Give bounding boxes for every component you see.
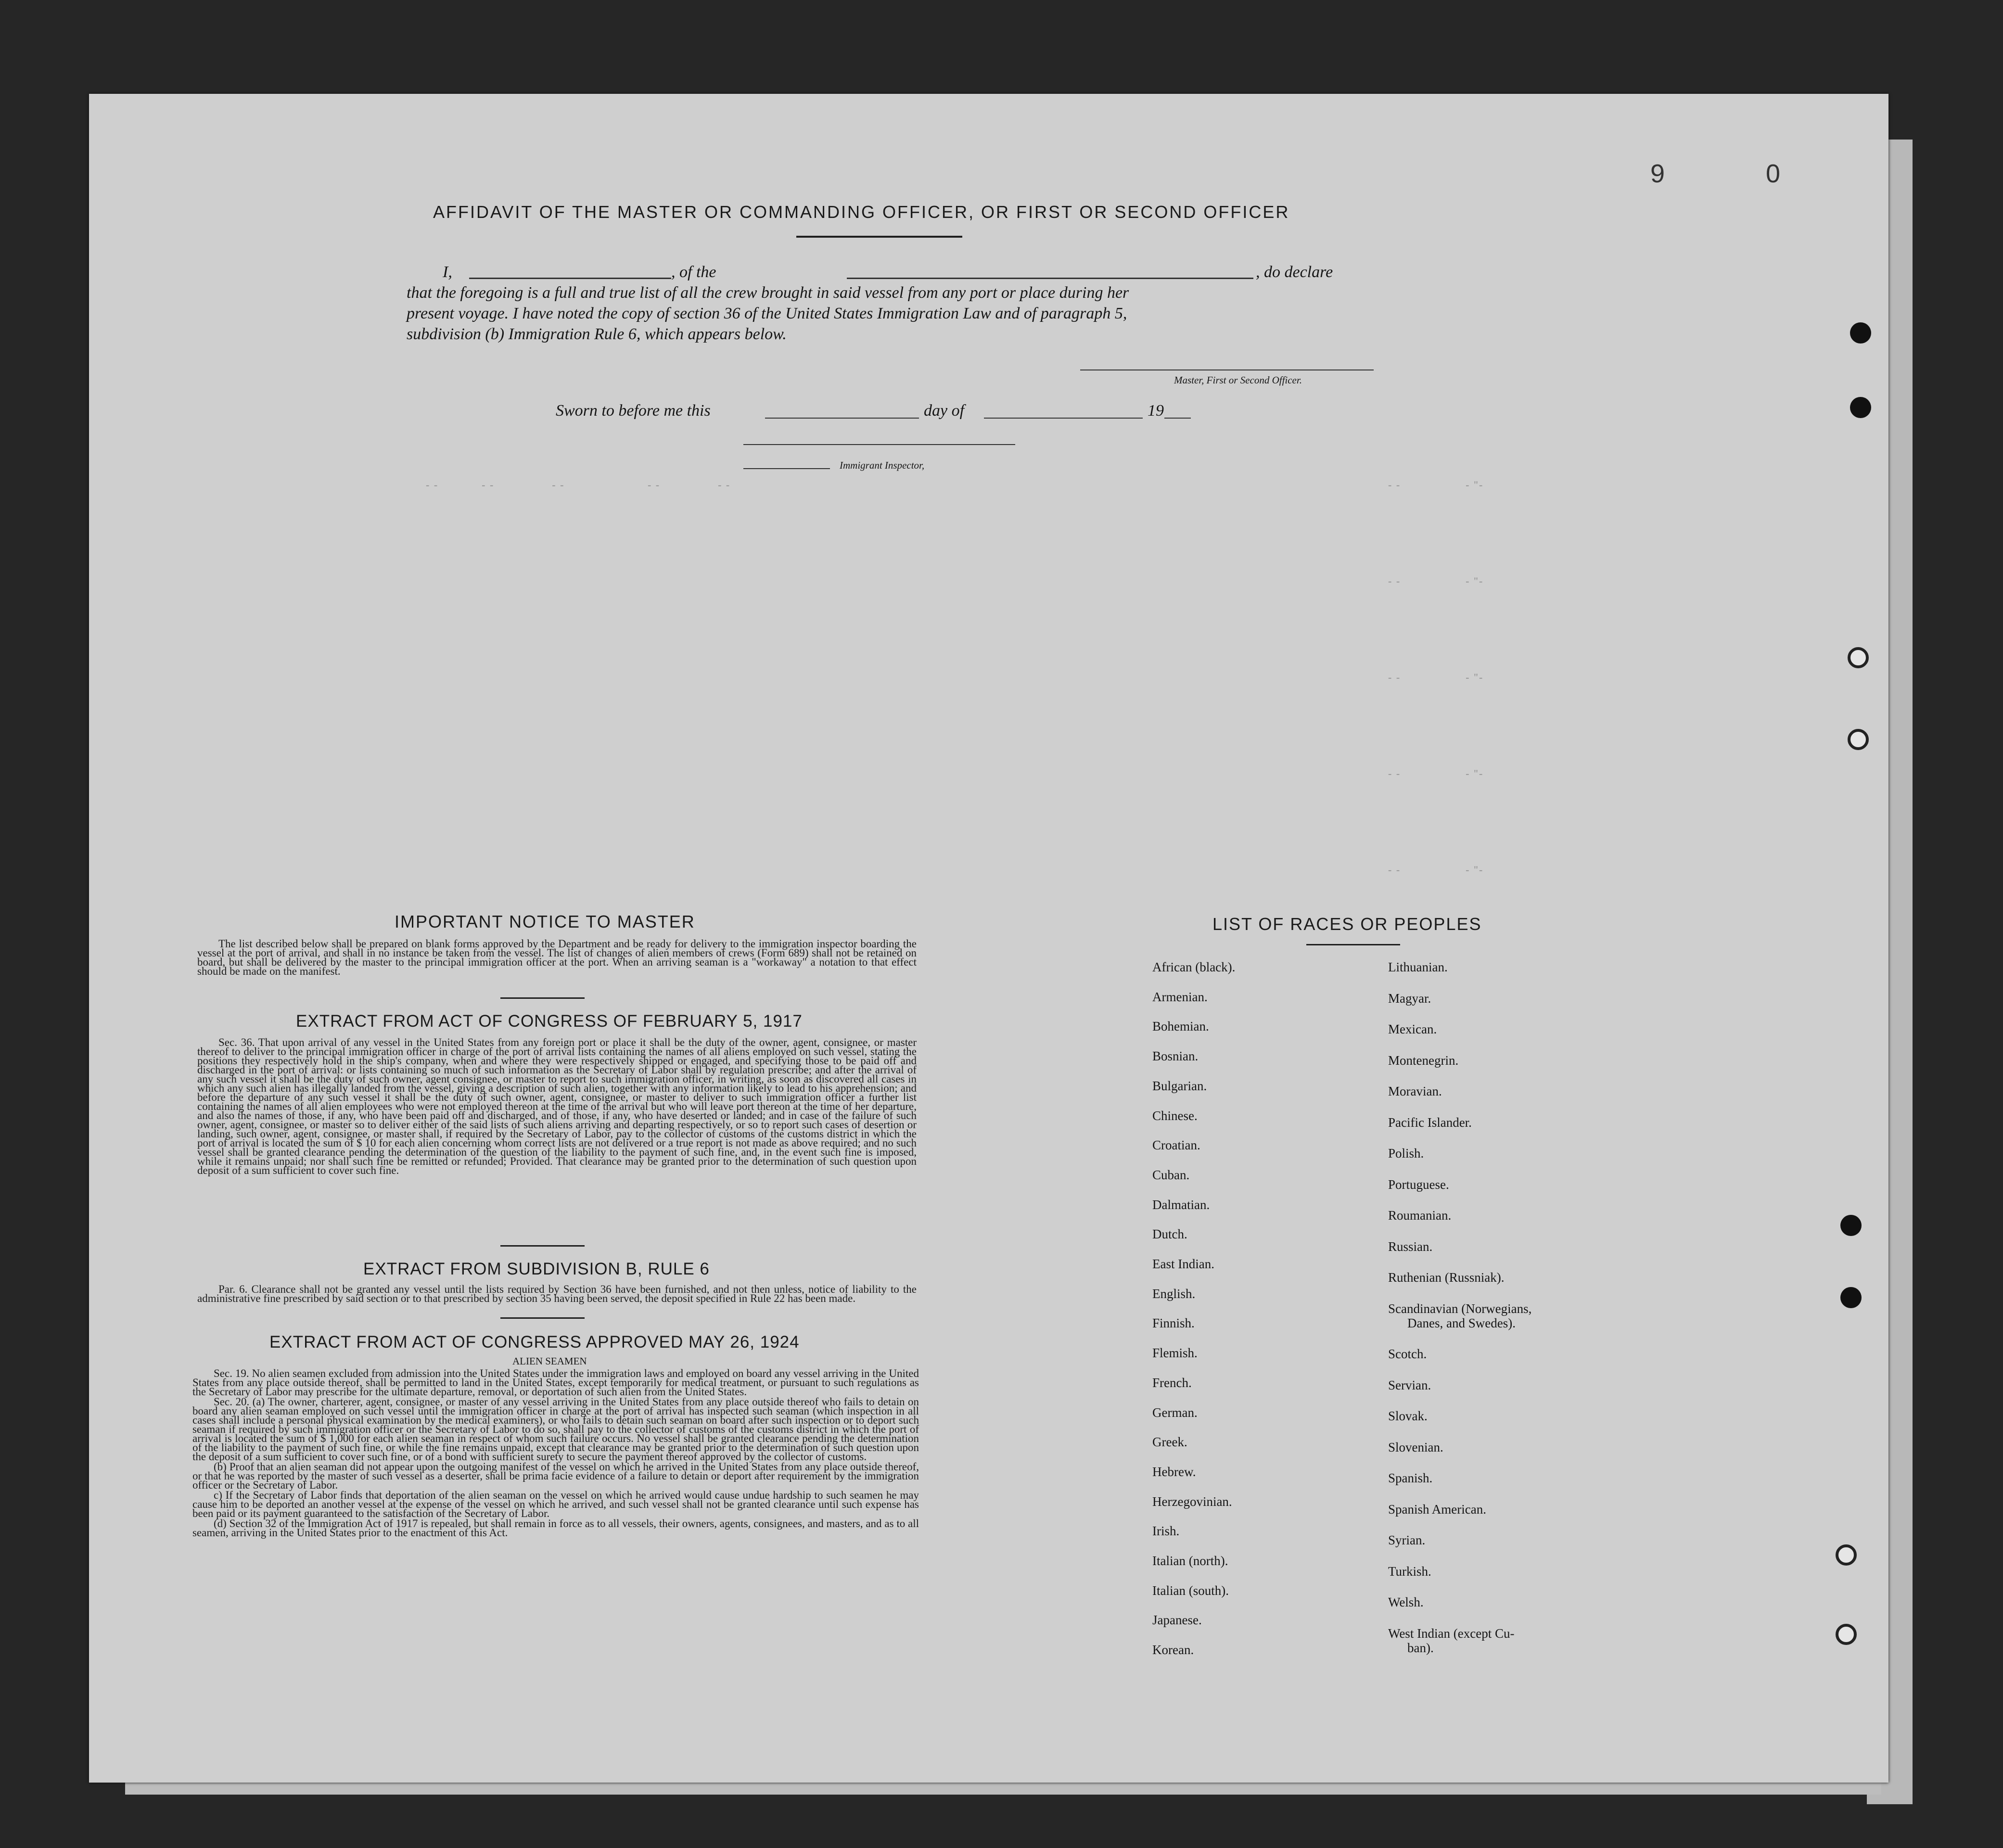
race-item: Moravian. — [1388, 1084, 1442, 1098]
affidavit-i: I, — [443, 263, 452, 281]
affidavit-line4: subdivision (b) Immigration Rule 6, which appears below. — [407, 325, 787, 343]
race-item: Bosnian. — [1152, 1049, 1199, 1063]
punch-hole — [1848, 647, 1869, 668]
sworn-month-blank[interactable] — [984, 418, 1143, 419]
race-item: Spanish American. — [1388, 1502, 1486, 1517]
rule6-paragraph: Par. 6. Clearance shall not be granted any vessel until the lists required by Section 36 have been furnished, and not then unless, notice of liability to the administrative fine prescribed by said section or to that prescribed by section 35 having been served, the deposit specified in Rule 22 has been made. — [197, 1283, 917, 1304]
race-item: Slovak. — [1388, 1409, 1428, 1423]
bleed-through-marks: - - - "- — [1388, 864, 1484, 876]
extract-1924-paragraph: (d) Section 32 of the Immigration Act of 1917 is repealed, but shall remain in force as to all vessels, their owners, agents, consignees, and masters, and as to all seamen, arriving in the United States prior to the enactment of this Act. — [192, 1517, 919, 1539]
document-page — [89, 94, 1888, 1783]
race-item: Scandinavian (Norwegians, — [1388, 1301, 1532, 1316]
race-item: African (black). — [1152, 960, 1236, 974]
day-of-text: day of — [924, 402, 965, 420]
race-item: Korean. — [1152, 1643, 1194, 1657]
extract-1917-title: EXTRACT FROM ACT OF CONGRESS OF FEBRUARY 5, 1917 — [296, 1012, 803, 1031]
race-item: Italian (north). — [1152, 1554, 1228, 1568]
punch-hole — [1850, 397, 1871, 418]
affidavit-line3: present voyage. I have noted the copy of section 36 of the United States Immigration Law and of paragraph 5, — [407, 305, 1127, 322]
extract-1924-paragraph: c) If the Secretary of Labor finds that deportation of the alien seaman on the vessel on which he arrived would cause undue hardship to such seamen he may cause him to be deported an another vessel at the expense of the vessel on which he arrived, and such vessel shall not be granted clearance until such expense has been paid or its payment guaranteed to the satisfaction of the Secretary of Labor. — [192, 1489, 919, 1519]
bleed-through-marks: - - - "- — [1388, 575, 1484, 587]
extract-1924-paragraph: Sec. 20. (a) The owner, charterer, agent, consignee, or master of any vessel arriving in the United States from any place outside thereof who fails to detain on board any alien seaman employed on such vessel until the immigration officer in charge at the port of arrival has inspected such seaman (which inspection in all cases shall include a personal physical examination by the medical examiners), or who fails to detain such seaman on board after such inspection or to deport such seaman if required by such immigration officer or the Secretary of Labor to do so, shall pay to the collector of customs of the customs district in which the port of arrival is located the sum of $ 1,000 for each alien seaman in respect of whom such failure occurs. No vessel shall be granted clearance pending the determination of the liability to the payment of such fine, or while the fine remains unpaid, except that clearance may be granted prior to the determination of such question upon the deposit of a sum sufficient to cover such fine, or of a bond with sufficient surety to secure the payment thereof approved by the collector of customs. — [192, 1396, 919, 1463]
race-item: Roumanian. — [1388, 1208, 1452, 1223]
extract-1917-rule — [500, 1245, 585, 1247]
extract-1924-subtitle: ALIEN SEAMEN — [512, 1355, 587, 1367]
notice-paragraph: The list described below shall be prepared on blank forms approved by the Department and be ready for delivery to the immigration inspector boarding the vessel at the port of arrival, and shall in no instance be taken from the vessel. The list of changes of alien members of crews (Form 689) shall not be retained on board, but shall be delivered by the master to the principal immigration officer at the port. When an arriving seaman is a "workaway" a notation to that effect should be made on the manifest. — [197, 938, 917, 977]
race-item: Bohemian. — [1152, 1019, 1209, 1033]
race-item: Armenian. — [1152, 990, 1208, 1004]
name-blank[interactable] — [469, 278, 671, 279]
race-item: French. — [1152, 1376, 1192, 1390]
extract-1917-paragraph: Sec. 36. That upon arrival of any vessel in the United States from any foreign port or place it shall be the duty of the owner, agent, consignee, or master thereof to deliver to the principal immigration officer in charge of the port of arrival lists containing the names of all aliens employed on such vessel, stating the positions they respectively hold in the ship's company, when and where they were respectively shipped or engaged, and specifying those to be paid off and discharged in the port of arrival: or lists containing so much of such information as the Secretary of Labor shall by regulation prescribe; and after the arrival of any such vessel it shall be the duty of such owner, agent consignee, or master to report to such immigration officer, in writing, as soon as discovered all cases in which any such alien has illegally landed from the vessel, giving a description of such alien, together with any information likely to lead to his apprehension; and before the departure of any such vessel it shall be the duty of such owner, agent, consignee, or master to deliver to such immigration officer a further list containing the names of all alien employees who were not employed thereon at the time of the arrival but who will leave port thereon at the time of her departure, and also the names of those, if any, who have been paid off and discharged, and of those, if any, who have deserted or landed; and in case of the failure of such owner, agent, consignee, or master so to deliver either of the said lists of such aliens arriving and departing respectively, or so to report such cases of desertion or landing, such owner, agent, consignee, or master shall, if required by the Secretary of Labor, pay to the collector of customs of the customs district in which the port of arrival is located the sum of $ 10 for each alien concerning whom correct lists are not delivered or a true report is not made as above required; and no such vessel shall be granted clearance pending the determination of the question of the liability to the payment of such fine, and, in the event such fine is imposed, while it remains unpaid; nor shall such fine be remitted or refunded; Provided. That clearance may be granted prior to the determination of such question upon deposit of a sum sufficient to cover such fine. — [197, 1036, 917, 1176]
extract-1924-paragraph: (b) Proof that an alien seaman did not appear upon the outgoing manifest of the vessel on which he arrived in the United States from any place outside thereof, or that he was reported by the master of such vessel as a deserter, shall be prima facie evidence of a failure to detain or deport after requirement by the immigration officer or the Secretary of Labor. — [192, 1461, 919, 1491]
race-item: Polish. — [1388, 1146, 1424, 1160]
notice-title: IMPORTANT NOTICE TO MASTER — [395, 912, 695, 931]
race-item: Hebrew. — [1152, 1465, 1196, 1479]
punch-hole — [1836, 1624, 1857, 1645]
race-item: Dalmatian. — [1152, 1198, 1210, 1212]
punch-hole — [1840, 1215, 1862, 1236]
bleed-through-marks: - - - "- — [1388, 479, 1484, 491]
affidavit-title: AFFIDAVIT OF THE MASTER OR COMMANDING OFFICER, OR FIRST OR SECOND OFFICER — [433, 202, 1290, 222]
race-item: Syrian. — [1388, 1533, 1426, 1547]
race-item: Dutch. — [1152, 1227, 1187, 1241]
rule6-rule — [500, 1317, 585, 1319]
affidavit-of-the: , of the — [671, 263, 716, 281]
race-item: Russian. — [1388, 1239, 1433, 1254]
sworn-text: Sworn to before me this — [556, 402, 711, 420]
punch-hole — [1840, 1287, 1862, 1308]
punch-hole — [1836, 1544, 1857, 1566]
race-item: Portuguese. — [1388, 1177, 1449, 1192]
year-prefix: 19 — [1148, 402, 1164, 420]
race-item: Irish. — [1152, 1524, 1180, 1538]
race-item: Welsh. — [1388, 1595, 1424, 1609]
race-item: Mexican. — [1388, 1022, 1437, 1036]
race-item: Italian (south). — [1152, 1583, 1229, 1598]
race-item: Spanish. — [1388, 1471, 1433, 1485]
race-item: Chinese. — [1152, 1109, 1198, 1123]
extract-1917-text — [197, 1038, 917, 1176]
extract-1924-text — [192, 1369, 919, 1538]
rule6-title: EXTRACT FROM SUBDIVISION B, RULE 6 — [363, 1260, 710, 1278]
races-left-column — [1152, 960, 1354, 1657]
race-item: Cuban. — [1152, 1168, 1190, 1182]
race-item: East Indian. — [1152, 1257, 1214, 1271]
bleed-through-marks: - - - - - - - - - - — [426, 479, 731, 491]
race-item: Magyar. — [1388, 991, 1431, 1006]
title-rule — [796, 236, 962, 238]
race-item: Scotch. — [1388, 1347, 1427, 1361]
affidavit-declare: , do declare — [1256, 263, 1333, 281]
punch-hole — [1848, 729, 1869, 750]
sworn-day-blank[interactable] — [765, 418, 919, 419]
extract-1924-paragraph: Sec. 19. No alien seamen excluded from admission into the United States under the immigration laws and employed on board any vessel arriving in the United States from any place outside thereof, shall be permitted to land in the United States, except temporarily for medical treatment, or pursuant to such regulations as the Secretary of Labor may prescribe for the ultimate departure, removal, or deportation of such alien from the United States. — [192, 1367, 919, 1398]
race-item: Lithuanian. — [1388, 960, 1448, 974]
vessel-blank[interactable] — [847, 278, 1253, 279]
notice-rule — [500, 997, 585, 999]
race-item: ban). — [1407, 1641, 1434, 1655]
signature-caption: Master, First or Second Officer. — [1174, 374, 1302, 386]
affidavit-line2: that the foregoing is a full and true list of all the crew brought in said vessel from any port or place during her — [407, 284, 1129, 302]
race-item: Turkish. — [1388, 1564, 1431, 1579]
race-item: Croatian. — [1152, 1138, 1200, 1152]
race-item: German. — [1152, 1405, 1198, 1420]
race-item: Servian. — [1388, 1378, 1431, 1392]
races-rule — [1306, 944, 1400, 945]
race-item: Slovenian. — [1388, 1440, 1443, 1454]
race-item: West Indian (except Cu- — [1388, 1626, 1515, 1641]
race-item: Finnish. — [1152, 1316, 1195, 1330]
race-item: Montenegrin. — [1388, 1053, 1459, 1068]
extract-1924-title: EXTRACT FROM ACT OF CONGRESS APPROVED MAY 26, 1924 — [269, 1333, 800, 1351]
punch-hole — [1850, 322, 1871, 344]
stamp-mark: 9 — [1650, 159, 1665, 188]
race-item: English. — [1152, 1287, 1196, 1301]
inspector-blank[interactable] — [743, 444, 1015, 445]
races-title: LIST OF RACES OR PEOPLES — [1212, 914, 1482, 934]
race-item: Bulgarian. — [1152, 1079, 1207, 1093]
race-item: Greek. — [1152, 1435, 1187, 1449]
stamp-mark: 0 — [1766, 159, 1781, 188]
bleed-through-marks: - - - "- — [1388, 671, 1484, 683]
inspector-caption: Immigrant Inspector, — [840, 459, 925, 471]
race-item: Herzegovinian. — [1152, 1494, 1232, 1509]
inspector-blank-short[interactable] — [743, 468, 830, 469]
race-item: Japanese. — [1152, 1613, 1202, 1627]
notice-text — [197, 939, 917, 977]
races-right-column — [1388, 960, 1600, 1655]
race-item: Danes, and Swedes). — [1407, 1316, 1516, 1330]
rule6-text — [197, 1285, 917, 1304]
race-item: Ruthenian (Russniak). — [1388, 1270, 1505, 1285]
race-item: Flemish. — [1152, 1346, 1198, 1360]
sworn-year-blank[interactable] — [1164, 418, 1191, 419]
race-item: Pacific Islander. — [1388, 1115, 1472, 1130]
bleed-through-marks: - - - "- — [1388, 767, 1484, 779]
